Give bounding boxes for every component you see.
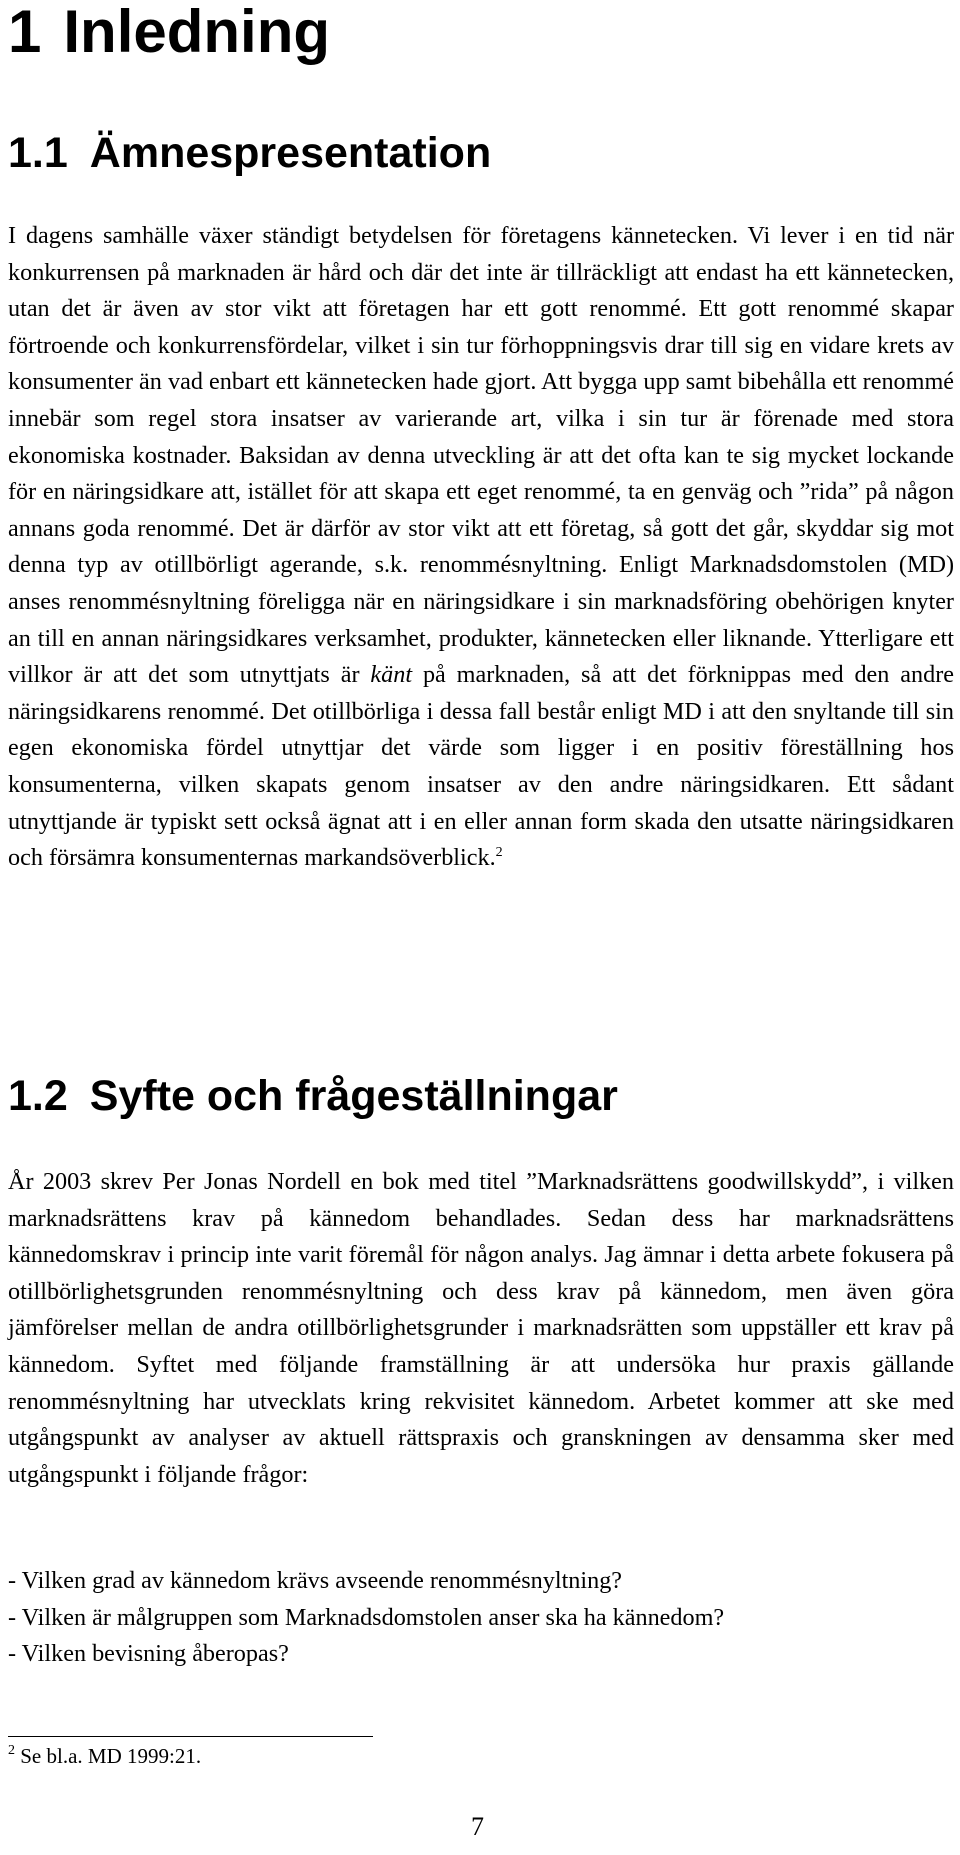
page-number: 7 (471, 1812, 484, 1841)
paragraph-text-part-a: I dagens samhälle växer ständigt betydelsen för företagens kännetecken. Vi lever i en tid när konkurrensen på marknaden är hård och där det inte är tillräckligt att endast ha ett kännetecken, utan det är även av stor vikt att företagen har ett gott renommé. Ett gott renommé skapar förtroende och konkurrensfördelar, vilket i sin tur förhoppningsvis drar till sig en vidare krets av konsumenter än vad enbart ett kännetecken hade gjort. Att bygga upp samt bibehålla ett renommé innebär som regel stora insatser av varierande art, vilka i sin tur är förenade med stora ekonomiska kostnader. Baksidan av denna utveckling är att det ofta kan te sig mycket lockande för en näringsidkare att, istället för att skapa ett eget renommé, ta en genväg och ”rida” på någon annans goda renommé. Det är därför av stor vikt att ett företag, så gott det går, skyddar sig mot denna typ av otillbörligt agerande, s.k. renommésnyltning. Enligt Marknadsdomstolen (MD) anses renommésnyltning föreligga när en näringsidkare i sin marknadsföring obehörigen knyter an till en annan näringsidkares verksamhet, produkter, kännetecken eller liknande. Ytterligare ett villkor är att det som utnyttjats är (8, 222, 954, 689)
chapter-number: 1 (8, 0, 42, 65)
emphasized-word: känt (370, 661, 413, 689)
list-item: - Vilken grad av kännedom krävs avseende renommésnyltning? (8, 1567, 623, 1594)
section-number: 1.2 (8, 1072, 68, 1120)
section-heading-amnespresentation (8, 129, 492, 177)
paragraph-text-part-b: på marknaden, så att det förknippas med den andre näringsidkarens renommé. Det otillbörliga i dessa fall består enligt MD i att den snyltande till sin egen ekonomiska fördel utnyttjar det värde som ligger i en positiv föreställning hos konsumenterna, vilken skapats genom insatser av den andre näringsidkaren. Ett sådant utnyttjande är typiskt sett också ägnat att i en eller annan form skada den utsatte näringsidkaren och försämra konsumenternas markandsöverblick. (8, 661, 954, 872)
footnote-text: Se bl.a. MD 1999:21. (15, 1744, 202, 1768)
footnote-marker: 2 (8, 1743, 15, 1758)
body-paragraph-purpose: År 2003 skrev Per Jonas Nordell en bok med titel ”Marknadsrättens goodwillskydd”, i vilken marknadsrättens krav på kännedom behandlades. Sedan dess har marknadsrättens kännedomskrav i princip inte varit föremål för någon analys. Jag ämnar i detta arbete fokusera på otillbörlighetsgrunden renommésnyltning och dess krav på kännedom, men även göra jämförelser mellan de andra otillbörlighetsgrunder i marknadsrätten som uppställer ett krav på kännedom. Syftet med följande framställning är att undersöka hur praxis gällande renommésnyltning har utvecklats kring rekvisitet kännedom. Arbetet kommer att ske med utgångspunkt av analyser av aktuell rättspraxis och granskningen av densamma sker med utgångspunkt i följande frågor: (8, 1168, 954, 1488)
section-heading-syfte (8, 1072, 618, 1120)
list-item: - Vilken bevisning åberopas? (8, 1640, 289, 1667)
chapter-heading (8, 0, 331, 65)
list-item: - Vilken är målgruppen som Marknadsdomstolen anser ska ha kännedom? (8, 1603, 725, 1631)
body-paragraph-intro (8, 218, 954, 877)
section-number: 1.1 (8, 129, 68, 177)
footnote-reference[interactable]: 2 (495, 845, 503, 861)
footnote-separator (8, 1736, 373, 1737)
research-questions-list (8, 1563, 724, 1673)
section-title: Syfte och frågeställningar (89, 1072, 618, 1120)
section-title: Ämnespresentation (89, 129, 492, 177)
footnote (8, 1741, 201, 1771)
chapter-title: Inledning (63, 0, 331, 65)
